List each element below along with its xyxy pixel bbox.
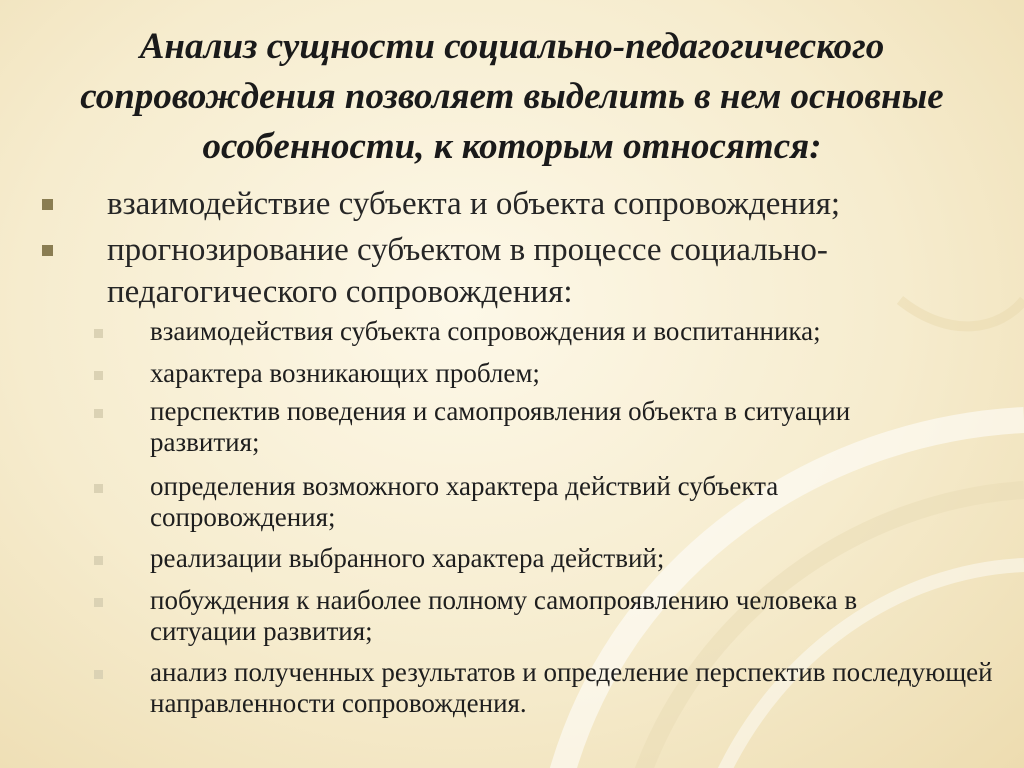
bullet-square	[94, 371, 103, 380]
bullet-square	[42, 245, 53, 256]
bullet-square	[94, 598, 103, 607]
list-item: взаимодействие субъекта и объекта сопровождения;	[107, 186, 841, 222]
sub-list-item: перспектив поведения и самопроявления объекта в ситуации развития;	[150, 396, 851, 457]
sub-list-item: анализ полученных результатов и определение перспектив последующей направленности сопровождения.	[150, 657, 993, 718]
bullet-square	[94, 484, 103, 493]
bullet-square	[94, 670, 103, 679]
sub-list-item: побуждения к наиболее полному самопроявлению человека в ситуации развития;	[150, 585, 858, 646]
bullet-square	[94, 329, 103, 338]
slide-title: Анализ сущности социально-педагогического сопровождения позволяет выделить в нем основные особенности, к которым относятся:	[80, 26, 944, 167]
bullet-square	[94, 409, 103, 418]
sub-list-item: характера возникающих проблем;	[150, 358, 540, 388]
sub-list-item: реализации выбранного характера действий;	[150, 543, 665, 573]
bullet-square	[42, 199, 53, 210]
bullet-square	[94, 556, 103, 565]
list-item: прогнозирование субъектом в процессе социально-педагогического сопровождения:	[107, 232, 828, 310]
sub-list-item: определения возможного характера действий субъекта сопровождения;	[150, 471, 779, 532]
sub-list-item: взаимодействия субъекта сопровождения и воспитанника;	[150, 316, 821, 346]
